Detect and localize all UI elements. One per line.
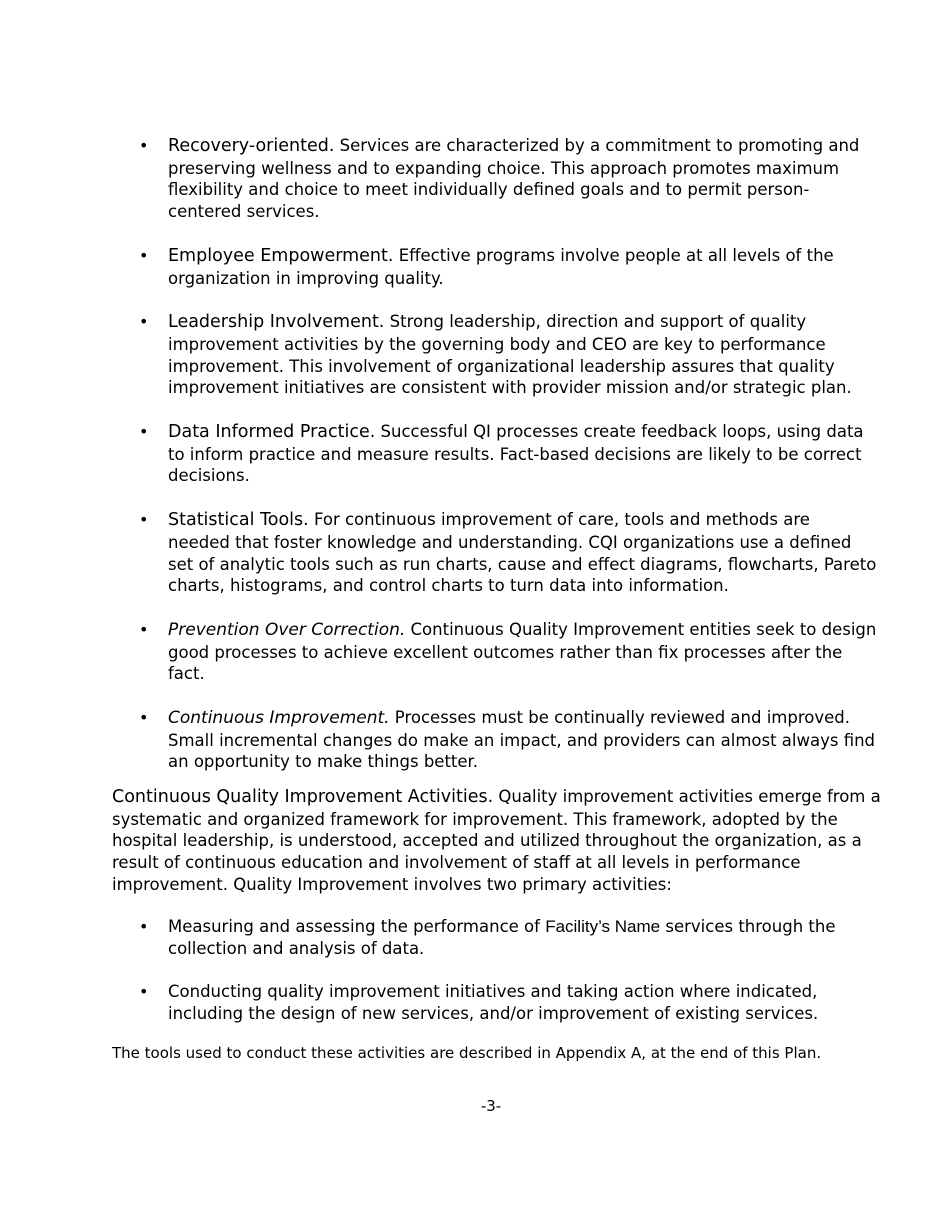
bullet-icon: • xyxy=(139,245,149,265)
item-text: Successful QI processes create feedback loops, using data to inform practice and measure results. Fact-based decisions are likely to be correct decisions. xyxy=(168,422,864,486)
item-heading: Continuous Improvement. xyxy=(168,708,390,729)
item-text: Conducting quality improvement initiatives and taking action where indicated, including the design of new services, and/or improvement of existing services. xyxy=(168,982,819,1024)
list-item xyxy=(112,981,877,1024)
item-text: Processes must be continually reviewed and improved. Small incremental changes do make an impact, and providers can almost always find an opportunity to make things better. xyxy=(168,708,876,772)
facility-name-placeholder: Facility’s Name xyxy=(545,917,661,936)
list-item xyxy=(112,421,877,487)
item-heading: Recovery-oriented. xyxy=(168,136,335,156)
cqi-activities-paragraph xyxy=(112,786,882,896)
item-text: Measuring and assessing the performance of xyxy=(168,917,546,936)
item-text: Effective programs involve people at all levels of the organization in improving quality. xyxy=(168,245,834,288)
list-item xyxy=(112,245,877,289)
bullet-icon: • xyxy=(139,982,149,1002)
activities-list xyxy=(112,916,877,1047)
item-heading: Employee Empowerment. xyxy=(168,245,394,266)
item-heading: Statistical Tools. xyxy=(168,510,309,531)
item-text: Services are characterized by a commitment to promoting and preserving wellness and to expanding choice. This approach promotes maximum flexibility and choice to meet individually defined goals and to permit person-centered services. xyxy=(168,136,860,222)
bullet-icon: • xyxy=(139,136,149,155)
tools-sentence: The tools used to conduct these activities are described in Appendix A, at the end of this Plan. xyxy=(112,1044,822,1062)
item-heading: Data Informed Practice. xyxy=(168,422,376,443)
paragraph-text: Quality improvement activities emerge from a systematic and organized framework for improvement. This framework, adopted by the hospital leadership, is understood, accepted and utilized throughout the organization, as a result of continuous education and involvement of staff at all levels in performance improvement. Quality Improvement involves two primary activities: xyxy=(112,787,881,894)
list-item xyxy=(112,916,877,959)
item-heading: Prevention Over Correction. xyxy=(168,619,406,640)
item-text: For continuous improvement of care, tools and methods are needed that foster knowledge and understanding. CQI organizations use a defined set of analytic tools such as run charts, cause and effect diagrams, flowcharts, Pareto charts, histograms, and control charts to turn data into information. xyxy=(168,510,877,596)
list-item xyxy=(112,135,877,223)
bullet-icon: • xyxy=(139,619,149,639)
page-number: -3- xyxy=(480,1097,502,1115)
bullet-icon: • xyxy=(139,708,149,728)
bullet-icon: • xyxy=(139,917,149,936)
bullet-icon: • xyxy=(139,422,149,442)
list-item xyxy=(112,509,877,597)
paragraph-heading: Continuous Quality Improvement Activities. xyxy=(112,787,494,807)
item-text: services through the collection and analysis of data. xyxy=(168,917,836,958)
list-item xyxy=(112,707,877,773)
principles-list xyxy=(112,135,877,795)
item-text: Strong leadership, direction and support of quality improvement activities by the governing body and CEO are key to performance improvement. This involvement of organizational leadership assures that quality improvement initiatives are consistent with provider mission and/or strategic plan. xyxy=(168,312,852,398)
bullet-icon: • xyxy=(139,312,149,332)
list-item xyxy=(112,311,877,399)
item-text: Continuous Quality Improvement entities seek to design good processes to achieve excellent outcomes rather than fix processes after the fact. xyxy=(168,619,877,684)
bullet-icon: • xyxy=(139,510,149,530)
item-heading: Leadership Involvement. xyxy=(168,312,385,333)
list-item xyxy=(112,619,877,685)
